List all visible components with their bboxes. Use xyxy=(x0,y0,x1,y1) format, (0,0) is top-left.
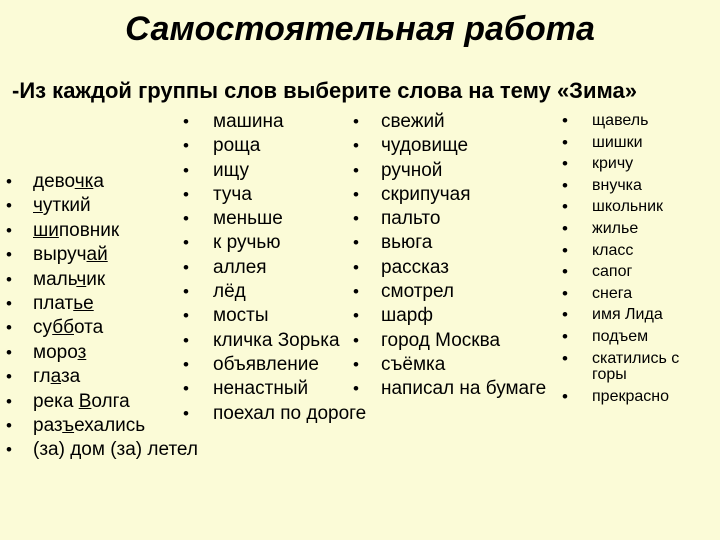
list-item: • скрипучая xyxy=(353,183,546,207)
task-instruction: -Из каждой группы слов выберите слова на тему «Зима» xyxy=(12,78,637,103)
list-item: • свежий xyxy=(353,110,546,134)
list-item: • вьюга xyxy=(353,231,546,255)
list-item: • шиповник xyxy=(6,219,198,243)
list-item: • рассказ xyxy=(353,256,546,280)
list-item: • меньше xyxy=(183,207,366,231)
page-title: Самостоятельная работа xyxy=(125,10,595,48)
list-item: • внучка xyxy=(562,175,679,197)
list-item-line: скатились с xyxy=(592,349,680,367)
list-item: • платье xyxy=(6,292,198,316)
list-item: • объявление xyxy=(183,353,366,377)
list-item: • смотрел xyxy=(353,280,546,304)
list-item: • девочка xyxy=(6,170,198,194)
list-item: • щавель xyxy=(562,110,679,132)
list-item: • написал на бумаге xyxy=(353,377,546,401)
list-item: • роща xyxy=(183,134,366,158)
list-item: • аллея xyxy=(183,256,366,280)
list-item: • мороз xyxy=(6,341,198,365)
list-item: • чуткий xyxy=(6,194,198,218)
list-item: • ручной xyxy=(353,159,546,183)
list-item: • имя Лида xyxy=(562,304,679,326)
list-item: • (за) дом (за) летел xyxy=(6,438,198,462)
list-item: • поехал по дороге xyxy=(183,402,366,426)
list-item: • чудовище xyxy=(353,134,546,158)
list-item: • школьник xyxy=(562,196,679,218)
list-item: • шарф xyxy=(353,304,546,328)
list-item: • лёд xyxy=(183,280,366,304)
list-item: • ненастный xyxy=(183,377,366,401)
list-item: • кричу xyxy=(562,153,679,175)
word-group-2 xyxy=(183,110,366,426)
list-item: • шишки xyxy=(562,132,679,154)
list-item: • прекрасно xyxy=(562,386,679,408)
word-group-1 xyxy=(6,170,198,463)
list-item: • пальто xyxy=(353,207,546,231)
list-item: • мосты xyxy=(183,304,366,328)
list-item: • подъем xyxy=(562,326,679,348)
list-item: • разъехались xyxy=(6,414,198,438)
list-item: • съёмка xyxy=(353,353,546,377)
list-item xyxy=(562,348,679,386)
list-item: • суббота xyxy=(6,316,198,340)
word-group-3 xyxy=(353,110,546,402)
list-item: • кличка Зорька xyxy=(183,329,366,353)
list-item: • мальчик xyxy=(6,268,198,292)
list-item: • сапог xyxy=(562,261,679,283)
list-item: • река Волга xyxy=(6,390,198,414)
list-item: • класс xyxy=(562,240,679,262)
list-item-line: горы xyxy=(592,365,627,383)
list-item: • машина xyxy=(183,110,366,134)
list-item: • жилье xyxy=(562,218,679,240)
list-item: • глаза xyxy=(6,365,198,389)
list-item: • к ручью xyxy=(183,231,366,255)
list-item: • ищу xyxy=(183,159,366,183)
list-item: • выручай xyxy=(6,243,198,267)
list-item: • город Москва xyxy=(353,329,546,353)
list-item: • снега xyxy=(562,283,679,305)
list-item: • туча xyxy=(183,183,366,207)
word-group-4 xyxy=(562,110,679,407)
